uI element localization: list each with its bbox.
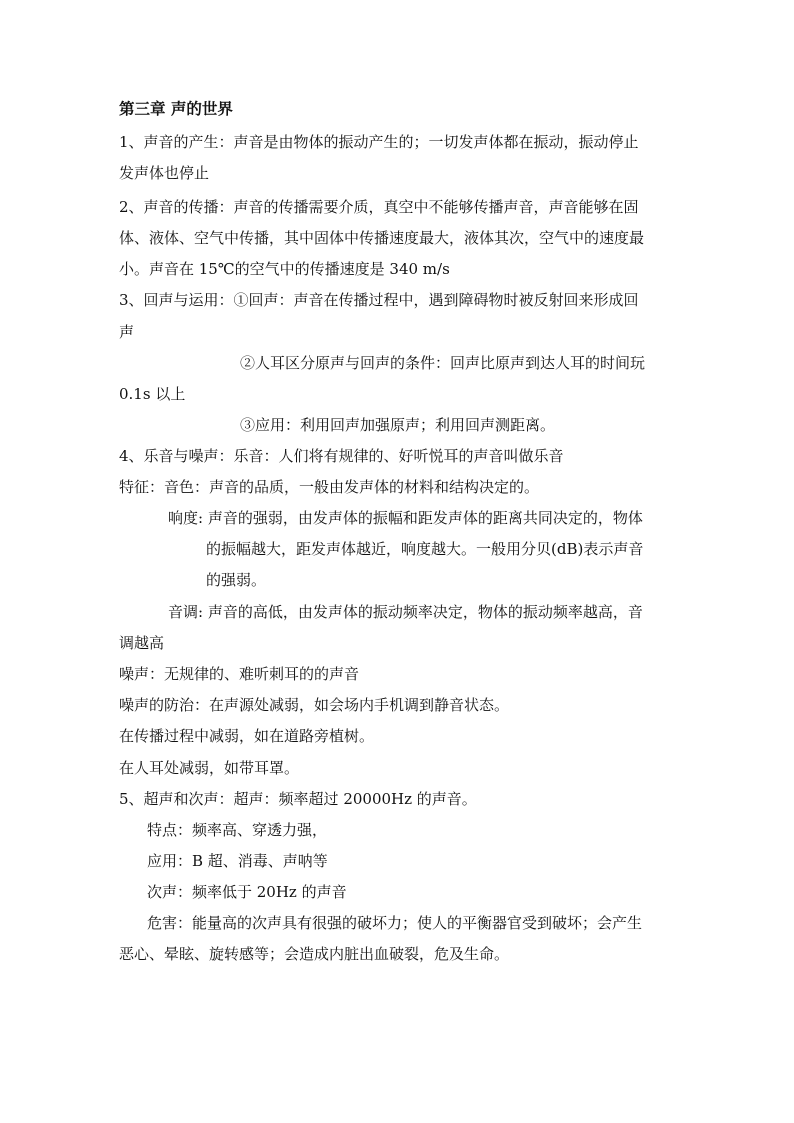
text-line: 声 xyxy=(119,323,135,341)
text-line: 危害：能量高的次声具有很强的破坏力；使人的平衡器官受到破坏；会产生 xyxy=(147,914,643,932)
text-line: ③应用：利用回声加强原声；利用回声测距离。 xyxy=(240,416,556,434)
text-line: 在传播过程中减弱，如在道路旁植树。 xyxy=(119,727,375,745)
text-line: 的强弱。 xyxy=(206,571,267,589)
text-line: 0.1s 以上 xyxy=(119,385,186,403)
text-line: 1、声音的产生：声音是由物体的振动产生的；一切发声体都在振动，振动停止 xyxy=(119,133,639,151)
text-line: 4、乐音与噪声：乐音：人们将有规律的、好听悦耳的声音叫做乐音 xyxy=(119,447,564,465)
text-line: 小。声音在 15℃的空气中的传播速度是 340 m/s xyxy=(119,260,450,278)
text-line: 5、超声和次声：超声：频率超过 20000Hz 的声音。 xyxy=(119,790,477,808)
text-line: 的振幅越大，距发声体越近，响度越大。一般用分贝(dB)表示声音 xyxy=(206,540,644,558)
text-line: 音调: 声音的高低，由发声体的振动频率决定，物体的振动频率越高，音 xyxy=(168,603,643,621)
text-line: 应用：B 超、消毒、声呐等 xyxy=(147,852,328,870)
text-line: 次声：频率低于 20Hz 的声音 xyxy=(147,883,347,901)
text-line: ②人耳区分原声与回声的条件：回声比原声到达人耳的时间玩 xyxy=(240,354,646,372)
text-line: 特点：频率高、穿透力强， xyxy=(147,821,328,839)
text-line: 恶心、晕眩、旋转感等；会造成内脏出血破裂，危及生命。 xyxy=(119,945,510,963)
text-line: 噪声的防治：在声源处减弱，如会场内手机调到静音状态。 xyxy=(119,696,510,714)
text-line: 噪声：无规律的、难听刺耳的的声音 xyxy=(119,665,360,683)
text-line: 特征：音色：声音的品质，一般由发声体的材料和结构决定的。 xyxy=(119,478,540,496)
text-line: 体、液体、空气中传播，其中固体中传播速度最大，液体其次，空气中的速度最 xyxy=(119,229,645,247)
text-line: 在人耳处减弱，如带耳罩。 xyxy=(119,759,300,777)
text-line: 调越高 xyxy=(119,634,165,652)
text-line: 2、声音的传播：声音的传播需要介质，真空中不能够传播声音，声音能够在固 xyxy=(119,198,639,216)
text-line: 发声体也停止 xyxy=(119,164,210,182)
text-line: 响度: 声音的强弱，由发声体的振幅和距发声体的距离共同决定的，物体 xyxy=(168,509,643,527)
chapter-title: 第三章 声的世界 xyxy=(119,99,233,118)
text-line: 3、回声与运用：①回声：声音在传播过程中，遇到障碍物时被反射回来形成回 xyxy=(119,291,639,309)
